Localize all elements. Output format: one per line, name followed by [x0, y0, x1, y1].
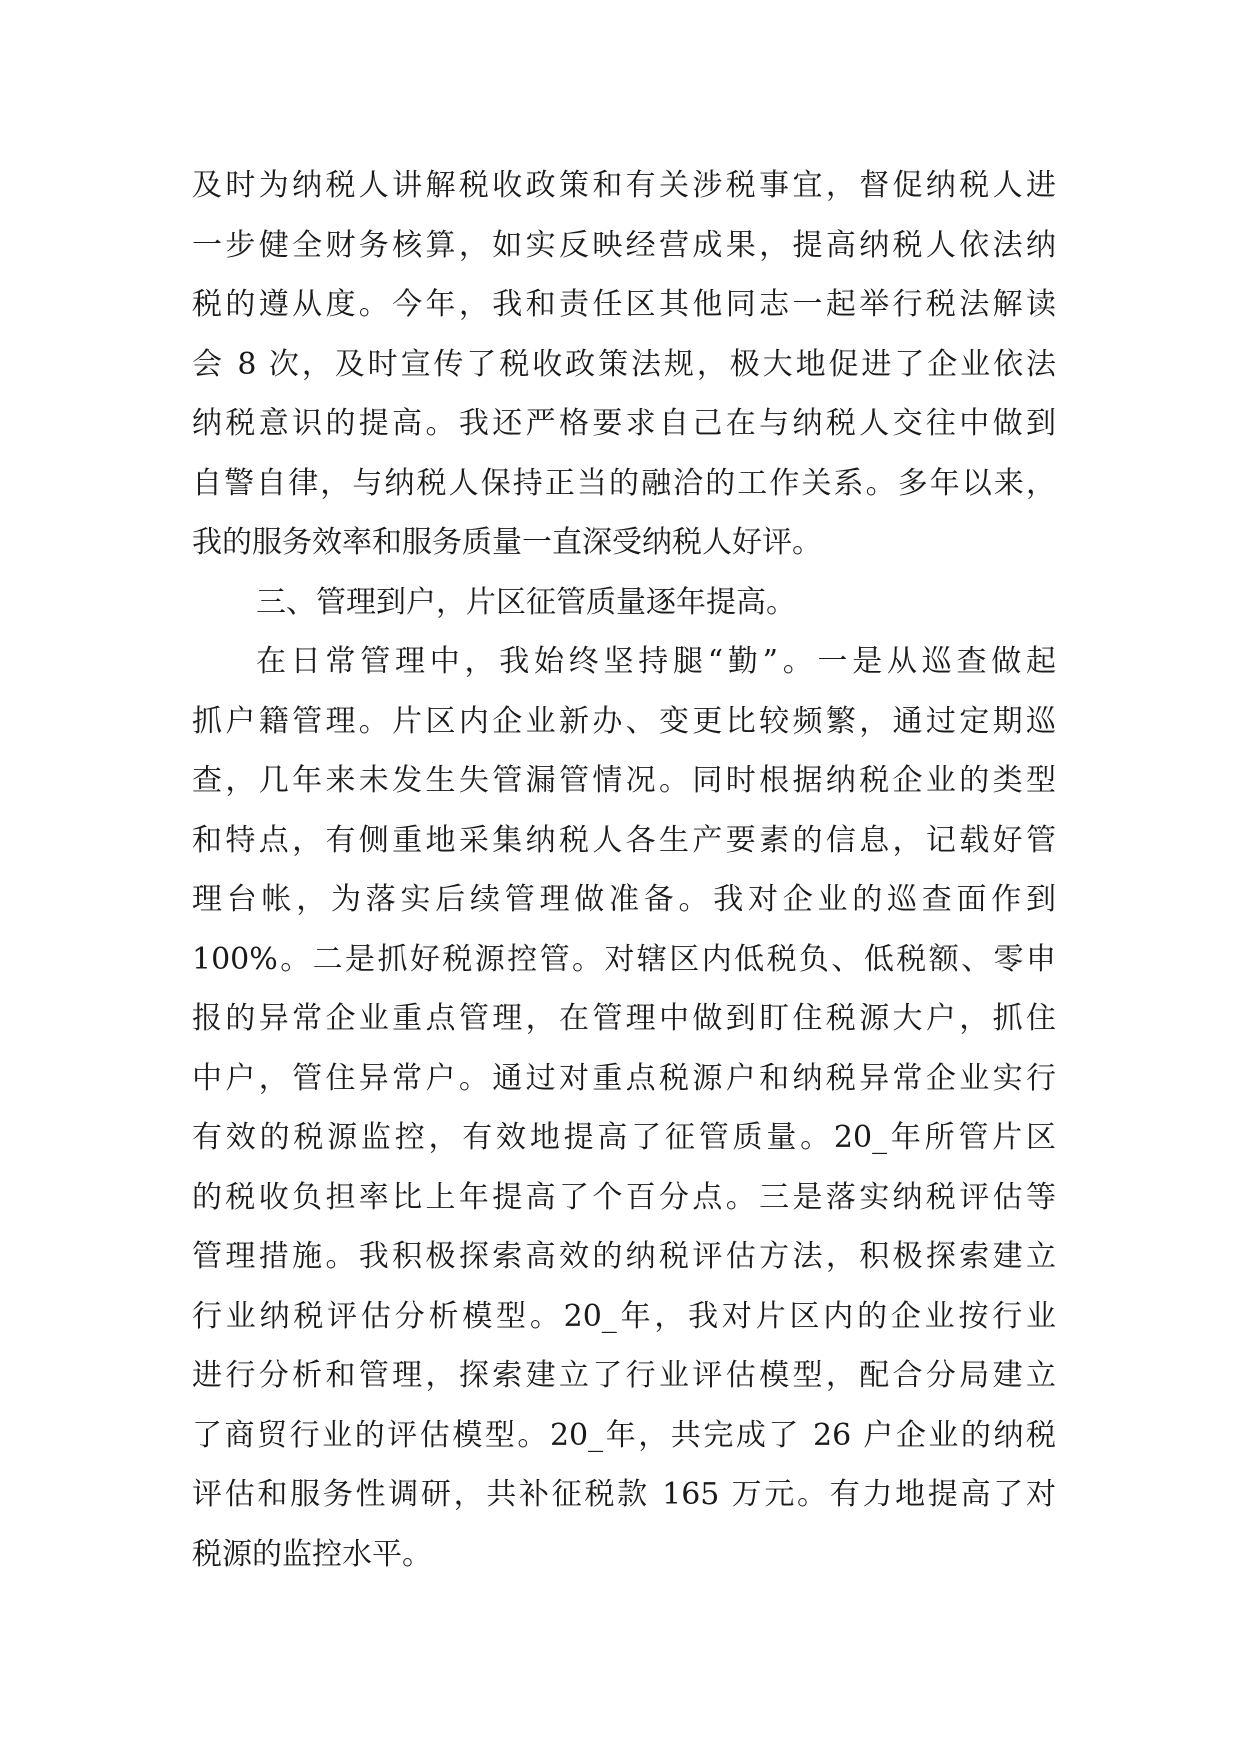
- text-line: 中户，管住异常户。通过对重点税源户和纳税异常企业实行: [192, 1060, 1056, 1096]
- text-line: 及时为纳税人讲解税收政策和有关涉税事宜，督促纳税人进: [192, 168, 1056, 203]
- text-line: 管理措施。我积极探索高效的纳税评估方法，积极探索建立: [192, 1239, 1056, 1274]
- text-line: 在日常管理中，我始终坚持腿“勤”。一是从巡查做起: [256, 644, 1056, 679]
- text-line: 和特点，有侧重地采集纳税人各生产要素的信息，记载好管: [192, 822, 1056, 858]
- text-line: 有效的税源监控，有效地提高了征管质量。20_年所管片区: [192, 1120, 1056, 1155]
- text-line: 行业纳税评估分析模型。20_年，我对片区内的企业按行业: [192, 1298, 1056, 1334]
- text-line: 税源的监控水平。: [192, 1536, 432, 1572]
- text-line: 自警自律，与纳税人保持正当的融洽的工作关系。多年以来，: [192, 465, 1056, 501]
- text-line: 纳税意识的提高。我还严格要求自己在与纳税人交往中做到: [192, 406, 1056, 441]
- document-body: [192, 156, 1056, 1584]
- text-line: 的税收负担率比上年提高了个百分点。三是落实纳税评估等: [192, 1179, 1056, 1215]
- text-line: 理台帐，为落实后续管理做准备。我对企业的巡查面作到: [192, 882, 1056, 917]
- text-line: 三、管理到户，片区征管质量逐年提高。: [256, 584, 796, 620]
- text-line: 一步健全财务核算，如实反映经营成果，提高纳税人依法纳: [192, 227, 1056, 263]
- text-line: 评估和服务性调研，共补征税款 165 万元。有力地提高了对: [192, 1477, 1056, 1512]
- text-line: 抓户籍管理。片区内企业新办、变更比较频繁，通过定期巡: [192, 703, 1056, 739]
- text-line: 会 8 次，及时宣传了税收政策法规，极大地促进了企业依法: [192, 346, 1056, 382]
- text-line: 100%。二是抓好税源控管。对辖区内低税负、低税额、零申: [192, 941, 1056, 977]
- text-line: 了商贸行业的评估模型。20_年，共完成了 26 户企业的纳税: [192, 1417, 1056, 1453]
- text-line: 我的服务效率和服务质量一直深受纳税人好评。: [192, 525, 822, 560]
- text-line: 进行分析和管理，探索建立了行业评估模型，配合分局建立: [192, 1358, 1056, 1393]
- text-line: 税的遵从度。今年，我和责任区其他同志一起举行税法解读: [192, 287, 1056, 322]
- text-line: 查，几年来未发生失管漏管情况。同时根据纳税企业的类型: [192, 763, 1056, 798]
- text-line: 报的异常企业重点管理，在管理中做到盯住税源大户，抓住: [192, 1001, 1056, 1036]
